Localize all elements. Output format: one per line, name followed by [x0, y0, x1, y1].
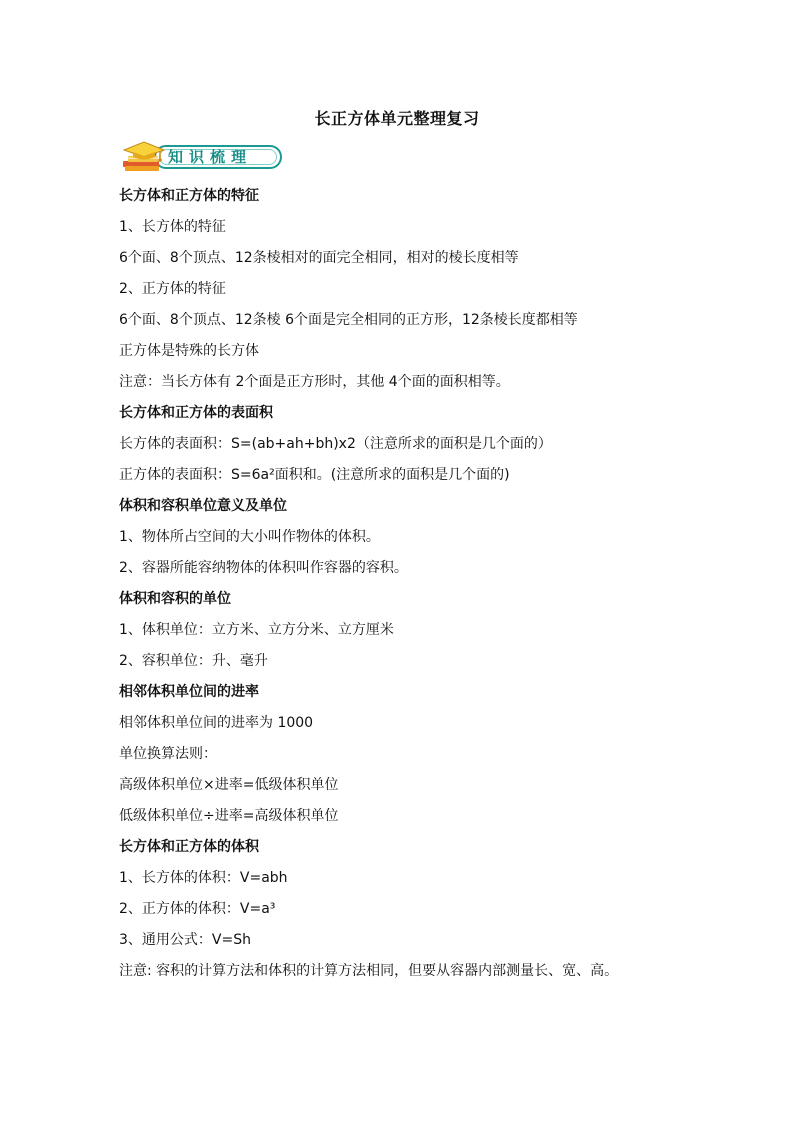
- text-line: 单位换算法则：: [119, 746, 217, 762]
- text-line: 1、物体所占空间的大小叫作物体的体积。: [119, 529, 380, 545]
- section-heading: 长方体和正方体的表面积: [119, 405, 273, 421]
- section-heading: 体积和容积的单位: [119, 591, 231, 607]
- text-line: 2、容器所能容纳物体的体积叫作容器的容积。: [119, 560, 408, 576]
- text-line: 6个面、8个顶点、12条棱相对的面完全相同，相对的棱长度相等: [119, 250, 519, 266]
- document-body: [119, 183, 719, 989]
- text-line: 高级体积单位×进率=低级体积单位: [119, 777, 339, 793]
- text-line: 2、正方体的体积：V=a³: [119, 901, 276, 917]
- text-line: 低级体积单位÷进率=高级体积单位: [119, 808, 339, 824]
- section-heading: 相邻体积单位间的进率: [119, 684, 259, 700]
- text-line: 长方体的表面积：S=(ab+ah+bh)x2（注意所求的面积是几个面的）: [119, 436, 552, 452]
- page-title: 长正方体单元整理复习: [314, 109, 480, 128]
- text-line: 1、长方体的体积：V=abh: [119, 870, 288, 886]
- text-line: 注意：当长方体有 2个面是正方形时，其他 4个面的面积相等。: [119, 374, 510, 390]
- section-heading: 长方体和正方体的体积: [119, 839, 259, 855]
- text-line: 正方体是特殊的长方体: [119, 343, 259, 359]
- text-line: 正方体的表面积：S=6a²面积和。(注意所求的面积是几个面的): [119, 467, 510, 483]
- section-badge: [120, 139, 284, 175]
- text-line: 3、通用公式：V=Sh: [119, 932, 251, 948]
- text-line: 1、长方体的特征: [119, 219, 226, 235]
- text-line: 1、体积单位：立方米、立方分米、立方厘米: [119, 622, 394, 638]
- graduation-cap-books-icon: [120, 139, 168, 175]
- section-heading: 体积和容积单位意义及单位: [119, 498, 287, 514]
- badge-label: 知识梳理: [168, 148, 253, 166]
- text-line: 注意: 容积的计算方法和体积的计算方法相同，但要从容器内部测量长、宽、高。: [119, 963, 619, 979]
- section-heading: 长方体和正方体的特征: [119, 188, 259, 204]
- text-line: 6个面、8个顶点、12条棱 6个面是完全相同的正方形，12条棱长度都相等: [119, 312, 578, 328]
- text-line: 2、正方体的特征: [119, 281, 226, 297]
- text-line: 2、容积单位：升、毫升: [119, 653, 268, 669]
- text-line: 相邻体积单位间的进率为 1000: [119, 715, 314, 731]
